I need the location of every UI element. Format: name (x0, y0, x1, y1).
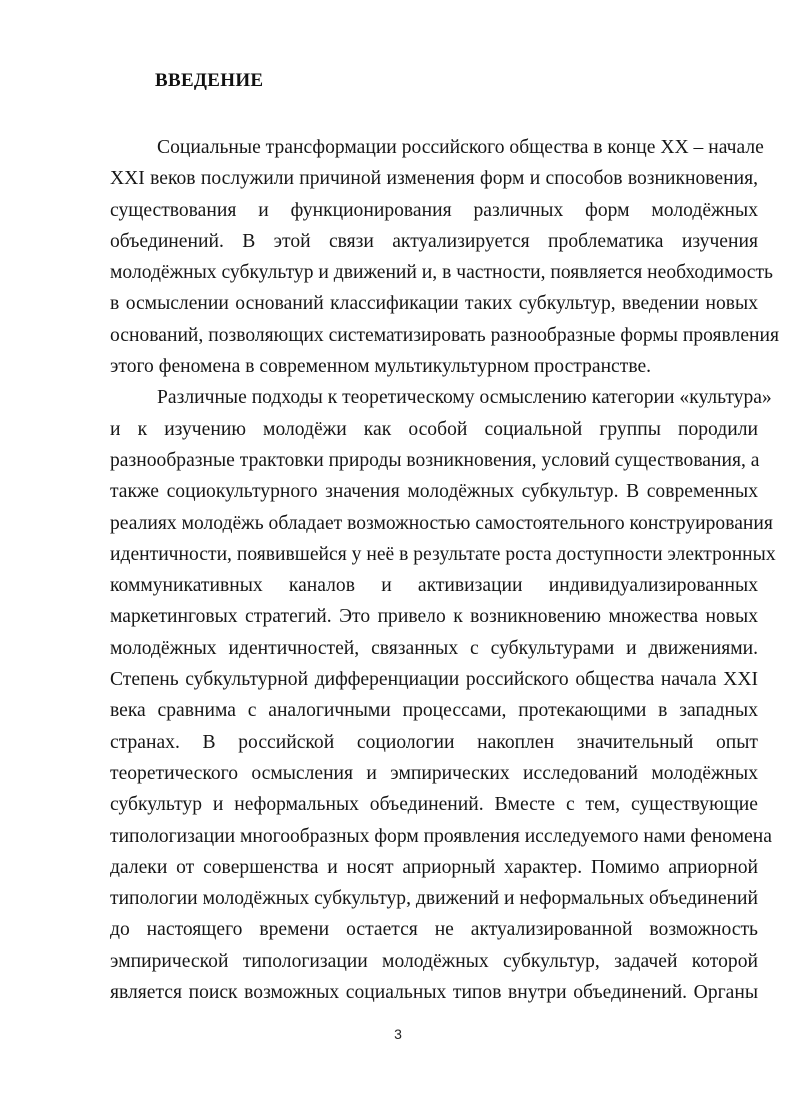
text-line: и к изучению молодёжи как особой социальной группы породили (110, 418, 758, 440)
text-line: странах. В российской социологии накоплен значительный опыт (110, 731, 758, 753)
text-line: Различные подходы к теоретическому осмыслению категории «культура» (157, 387, 772, 409)
body-text (110, 132, 780, 1008)
text-line: разнообразные трактовки природы возникновения, условий существования, а (110, 449, 760, 471)
text-line: XXI веков послужили причиной изменения форм и способов возникновения, (110, 168, 758, 190)
text-line: субкультур и неформальных объединений. Вместе с тем, существующие (110, 794, 758, 816)
text-line: коммуникативных каналов и активизации индивидуализированных (110, 575, 758, 597)
text-line: также социокультурного значения молодёжных субкультур. В современных (110, 481, 758, 503)
text-line: молодёжных субкультур и движений и, в частности, появляется необходимость (110, 262, 773, 284)
text-line: типологизации многообразных форм проявления исследуемого нами феномена (110, 825, 772, 847)
text-line: этого феномена в современном мультикультурном пространстве. (110, 356, 652, 378)
text-line: века сравнима с аналогичными процессами, протекающими в западных (110, 700, 758, 722)
text-line: является поиск возможных социальных типов внутри объединений. Органы (110, 982, 758, 1004)
section-heading: ВВЕДЕНИЕ (155, 70, 264, 91)
text-line: типологии молодёжных субкультур, движений и неформальных объединений (110, 888, 758, 910)
text-line: далеки от совершенства и носят априорный характер. Помимо априорной (110, 856, 758, 878)
page-number: 3 (394, 1026, 402, 1042)
text-line: молодёжных идентичностей, связанных с субкультурами и движениями. (110, 637, 758, 659)
text-line: идентичности, появившейся у неё в результате роста доступности электронных (110, 543, 776, 565)
text-line: существования и функционирования различных форм молодёжных (110, 199, 758, 221)
text-line: эмпирической типологизации молодёжных субкультур, задачей которой (110, 950, 758, 972)
text-line: до настоящего времени остается не актуализированной возможность (110, 919, 758, 941)
text-line: Социальные трансформации российского общества в конце XX – начале (157, 137, 764, 158)
text-line: маркетинговых стратегий. Это привело к возникновению множества новых (110, 606, 758, 628)
text-line: теоретического осмысления и эмпирических исследований молодёжных (110, 762, 758, 784)
text-line: реалиях молодёжь обладает возможностью самостоятельного конструирования (110, 512, 773, 534)
text-line: объединений. В этой связи актуализируется проблематика изучения (110, 230, 758, 252)
text-line: оснований, позволяющих систематизировать разнообразные формы проявления (110, 324, 780, 346)
text-line: Степень субкультурной дифференциации российского общества начала XXI (110, 669, 758, 691)
text-line: в осмыслении оснований классификации таких субкультур, введении новых (110, 293, 758, 315)
